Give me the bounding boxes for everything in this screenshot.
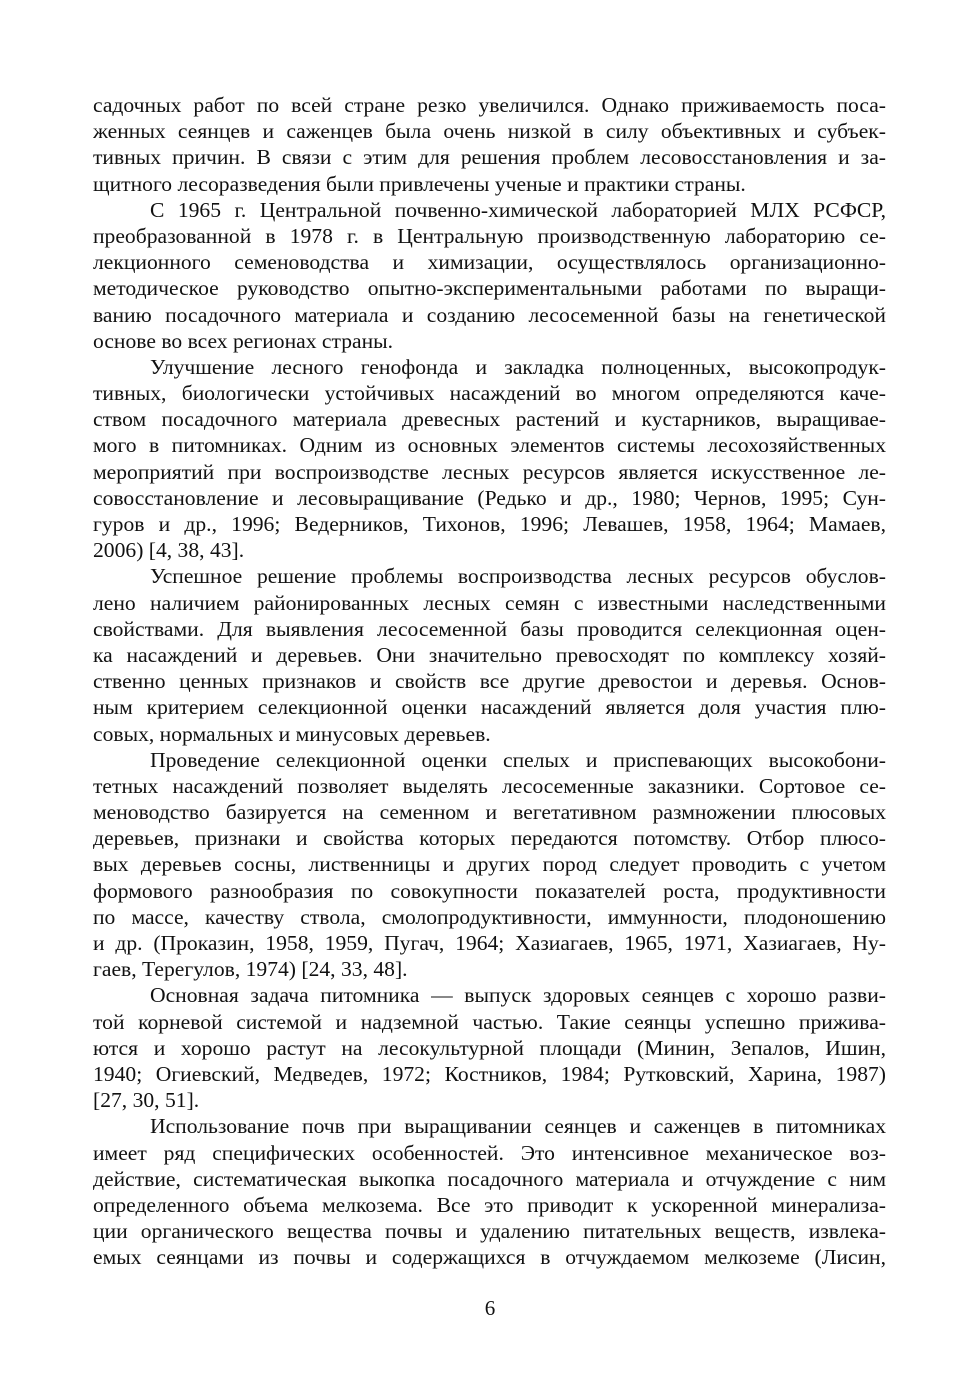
paragraph xyxy=(93,747,886,983)
text-line: Успешное решение проблемы воспроизводства лесных ресурсов обуслов- xyxy=(150,564,886,589)
text-line: 1940; Огиевский, Медведев, 1972; Костников, 1984; Рутковский, Харина, 1987) xyxy=(93,1061,886,1086)
text-line: Основная задача питомника — выпуск здоровых сеянцев с хорошо разви- xyxy=(150,983,886,1008)
text-line: Проведение селекционной оценки спелых и приспевающих высокобони- xyxy=(150,747,886,772)
paragraph xyxy=(93,197,886,354)
text-line: ются и хорошо растут на лесокультурной площади (Минин, Зепалов, Ишин, xyxy=(93,1035,886,1060)
text-line: садочных работ по всей стране резко увеличился. Однако приживаемость поса- xyxy=(93,93,886,117)
text-line: ственно ценных признаков и свойств все другие древостои и деревья. Основ- xyxy=(93,669,886,694)
text-line: мероприятий при воспроизводстве лесных ресурсов является искусственное ле- xyxy=(93,459,886,484)
text-line: основе во всех регионах страны. xyxy=(93,328,394,353)
text-line: ным критерием селекционной оценки насаждений является доля участия плю- xyxy=(93,695,886,720)
text-line: щитного лесоразведения были привлечены ученые и практики страны. xyxy=(93,171,746,196)
text-line: совосстановление и лесовыращивание (Редько и др., 1980; Чернов, 1995; Сун- xyxy=(93,485,886,510)
paragraph xyxy=(93,982,886,1113)
text-line: преобразованной в 1978 г. в Центральную производственную лабораторию се- xyxy=(93,223,886,248)
text-line: формового разнообразия по совокупности показателей роста, продуктивности xyxy=(93,878,886,903)
text-line: гуров и др., 1996; Ведерников, Тихонов, 1996; Левашев, 1958, 1964; Мамаев, xyxy=(93,512,886,536)
text-line: ством посадочного материала древесных растений и кустарников, выращивае- xyxy=(93,407,886,432)
paragraph xyxy=(93,92,886,197)
text-line: деревьев, признаки и свойства которых передаются потомству. Отбор плюсо- xyxy=(93,826,886,851)
text-line: лено наличием районированных лесных семян с известными наследственными xyxy=(93,590,886,615)
text-line: лекционного семеноводства и химизации, осуществлялось организационно- xyxy=(93,250,886,275)
text-line: Улучшение лесного генофонда и закладка полноценных, высокопродук- xyxy=(150,354,886,379)
paragraph xyxy=(93,354,886,564)
body-text xyxy=(93,92,886,1270)
text-line: Использование почв при выращивании сеянцев и саженцев в питомниках xyxy=(150,1114,886,1139)
text-line: ванию посадочного материала и созданию лесосеменной базы на генетической xyxy=(93,302,886,327)
text-line: тивных, биологически устойчивых насаждений во многом определяются каче- xyxy=(93,381,886,406)
text-line: совых, нормальных и минусовых деревьев. xyxy=(93,721,491,746)
text-line: гаев, Терегулов, 1974) [24, 33, 48]. xyxy=(93,957,408,982)
paragraph xyxy=(93,1113,886,1270)
text-line: свойствами. Для выявления лесосеменной базы проводится селекционная оцен- xyxy=(93,616,886,641)
text-line: по массе, качеству ствола, смолопродуктивности, иммунности, плодоношению xyxy=(93,904,886,929)
page-number: 6 xyxy=(484,1296,496,1320)
paragraph xyxy=(93,563,886,746)
text-line: емых сеянцами из почвы и содержащихся в отчуждаемом мелкоземе (Лисин, xyxy=(93,1245,886,1270)
text-line: ции органического вещества почвы и удалению питательных веществ, извлека- xyxy=(93,1219,886,1244)
text-line: тетных насаждений позволяет выделять лесосеменные заказники. Сортовое се- xyxy=(93,773,886,798)
text-line: тивных причин. В связи с этим для решения проблем лесовосстановления и за- xyxy=(93,145,886,170)
text-line: ка насаждений и деревьев. Они значительно превосходят по комплексу хозяй- xyxy=(93,642,886,667)
text-line: мого в питомниках. Одним из основных элементов системы лесохозяйственных xyxy=(93,433,886,458)
text-line: меноводство базируется на семенном и вегетативном размножении плюсовых xyxy=(93,800,886,825)
text-line: той корневой системой и надземной частью. Такие сеянцы успешно прижива- xyxy=(93,1009,886,1034)
text-line: методическое руководство опытно-экспериментальными работами по выращи- xyxy=(93,276,886,301)
text-line: [27, 30, 51]. xyxy=(93,1088,200,1113)
text-line: определенного объема мелкозема. Все это приводит к ускоренной минерализа- xyxy=(93,1192,886,1217)
text-line: действие, систематическая выкопка посадочного материала и отчуждение с ним xyxy=(93,1166,886,1191)
text-line: С 1965 г. Центральной почвенно-химической лабораторией МЛХ РСФСР, xyxy=(150,197,886,222)
text-line: и др. (Проказин, 1958, 1959, Пугач, 1964; Хазиагаев, 1965, 1971, Хазиагаев, Ну- xyxy=(93,931,886,955)
text-line: женных сеянцев и саженцев была очень низкой в силу объективных и субъек- xyxy=(93,119,886,144)
text-line: 2006) [4, 38, 43]. xyxy=(93,538,245,563)
text-line: вых деревьев сосны, лиственницы и других пород следует проводить с учетом xyxy=(93,852,886,877)
text-line: имеет ряд специфических особенностей. Это интенсивное механическое воз- xyxy=(93,1140,886,1165)
